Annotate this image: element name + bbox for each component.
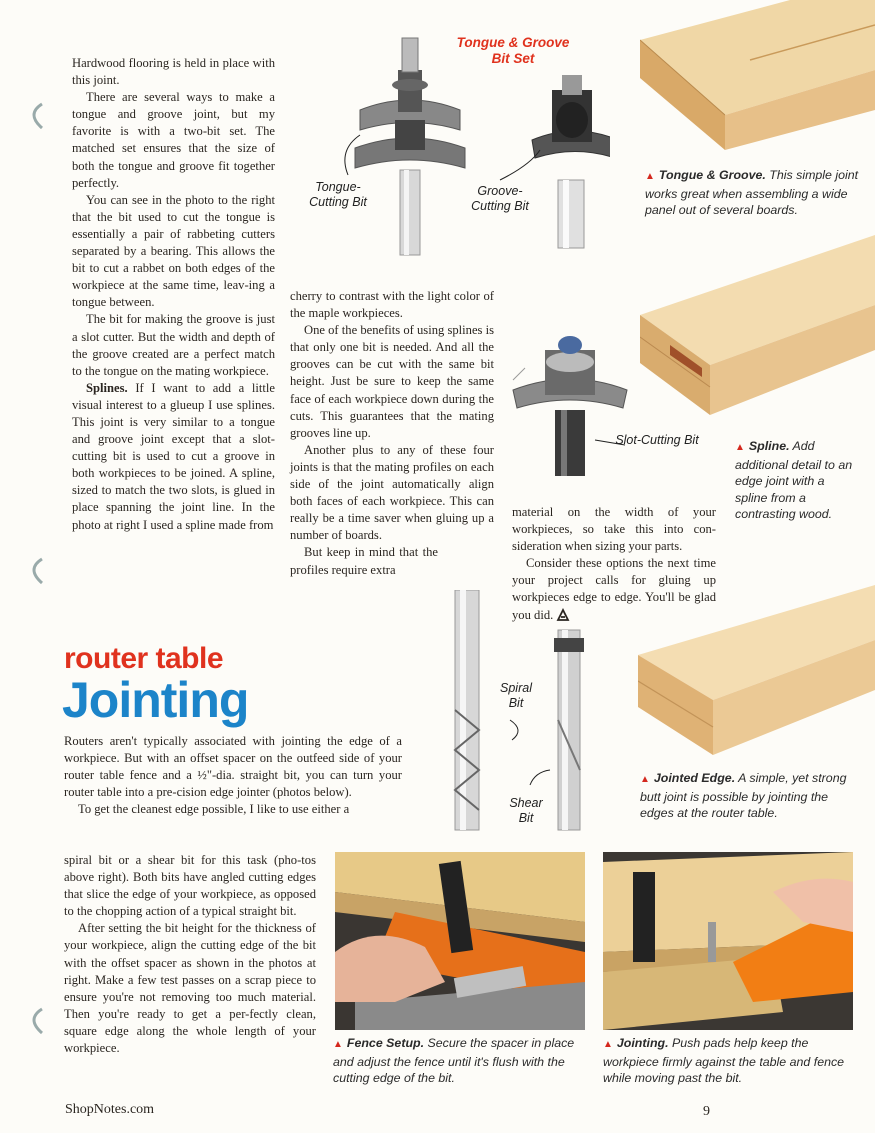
- caption-jointed-edge: ▲ Jointed Edge. A simple, yet strong butt joint is possible by jointing the edges at the router table.: [640, 771, 847, 820]
- paragraph: Hardwood flooring is held in place with this joint.: [72, 56, 275, 88]
- binder-hole-top: [20, 100, 46, 132]
- caption-fence-setup: ▲ Fence Setup. Secure the spacer in place and adjust the fence until it's flush with the cutting edge of the bit.: [333, 1036, 575, 1085]
- groove-bit-label: Groove-Cutting Bit: [471, 184, 529, 213]
- shear-bit-label: Shear Bit: [509, 796, 543, 825]
- binder-hole-middle: [20, 555, 46, 587]
- paragraph: spiral bit or a shear bit for this task (pho-tos above right). Both bits have angled cutting edges that slice the edge of your workpiece, as opposed to the chopping action of a typical straight bit.: [64, 853, 316, 919]
- paragraph: Splines. If I want to add a little visual interest to a glueup I use splines. This joint is very similar to a tongue and groove joint except that a slot-cutting bit is used to cut a groove in both workpieces to be joined. A spline, sized to match the two slots, is glued in place spanning the joint line. In the photo at right I used a spline made from: [72, 380, 275, 532]
- bit-set-label: Tongue & Groove Bit Set: [456, 35, 570, 66]
- red-triangle-icon: ▲: [333, 1039, 343, 1050]
- slot-bit-label: Slot-Cutting Bit: [615, 433, 699, 447]
- tongue-bit-label: Tongue-Cutting Bit: [309, 180, 367, 209]
- paragraph: After setting the bit height for the thickness of your workpiece, align the cutting edge of the bit with the offset spacer as shown in the photos at right. Make a few test passes on a scrap piece to ensure you're not removing too much material. Then you're ready to get a per-fectly clean, square edge along the whole length of your workpiece.: [64, 921, 316, 1056]
- spiral-bit-label: Spiral Bit: [500, 681, 532, 710]
- paragraph: cherry to contrast with the light color of the maple workpieces.: [290, 289, 494, 321]
- tongue-groove-board-photo: [640, 0, 875, 150]
- paragraph: But keep in mind that the profiles require extra: [290, 545, 438, 577]
- red-triangle-icon: ▲: [603, 1039, 613, 1050]
- paragraph: One of the benefits of using splines is that only one bit is needed. And all the grooves can be cut with the same bit height. Just be sure to keep the same face of each workpiece down during the cuts. This guarantees that the mating grooves line up.: [290, 323, 494, 440]
- paragraph: The bit for making the groove is just a slot cutter. But the width and depth of the groove created are a perfect match to the tongue on the mating workpiece.: [72, 312, 275, 378]
- fence-setup-photo: [335, 852, 585, 1030]
- binder-hole-bottom: [20, 1005, 46, 1037]
- section-kicker: router table: [64, 642, 224, 675]
- paragraph: Another plus to any of these four joints is that the mating profiles on each side of the joint automatically align both faces of each workpiece. This can really be a time saver when gluing up a number of boards.: [290, 442, 494, 543]
- caption-spline: ▲ Spline. Add additional detail to an edge joint with a spline from a contrasting wood.: [735, 439, 853, 521]
- paragraph: You can see in the photo to the right that the bit used to cut the tongue is essentially a pair of rabbeting cutters separated by a bearing. This allows the bit to cut a rabbet on both edges of the workpiece at the same time, leav-ing a tongue between.: [72, 192, 275, 310]
- red-triangle-icon: ▲: [735, 442, 745, 453]
- spline-board-photo: [640, 225, 875, 425]
- caption-tongue-groove: ▲ Tongue & Groove. This simple joint works great when assembling a wide panel out of several boards.: [645, 168, 859, 217]
- page-number: 9: [703, 1104, 710, 1119]
- paragraph: To get the cleanest edge possible, I like to use either a: [78, 802, 350, 817]
- section-title: Jointing: [62, 672, 249, 728]
- footer-site: ShopNotes.com: [65, 1102, 155, 1117]
- red-triangle-icon: ▲: [645, 171, 655, 182]
- tongue-groove-bit-set-photo: [300, 30, 610, 260]
- left-column-text: [72, 55, 275, 534]
- jointing-wide-text: [64, 733, 402, 818]
- paragraph: There are several ways to make a tongue and groove joint, but my favorite is with a two-bit set. The matched set ensures that the size of both the tongue and groove fit together perfectly.: [72, 90, 275, 190]
- jointing-narrow-text: [64, 852, 316, 1057]
- red-triangle-icon: ▲: [640, 774, 650, 785]
- caption-jointing: ▲ Jointing. Push pads help keep the workpiece firmly against the table and fence while moving past the bit.: [603, 1036, 845, 1085]
- middle-column-text: [290, 288, 494, 579]
- jointing-photo: [603, 852, 853, 1030]
- paragraph: Consider these options the next time your project calls for gluing up workpieces edge to edge. You'll be glad you did.: [512, 556, 716, 622]
- paragraph: Routers aren't typically associated with jointing the edge of a workpiece. But with an offset spacer on the outfeed side of your router table fence and a ½"-dia. straight bit, you can turn your router table into a pre-cision edge jointer (photos below).: [64, 734, 402, 800]
- jointed-edge-board-photo: [638, 585, 875, 770]
- paragraph: material on the width of your workpieces, so take this into con-sideration when sizing your parts.: [512, 505, 716, 554]
